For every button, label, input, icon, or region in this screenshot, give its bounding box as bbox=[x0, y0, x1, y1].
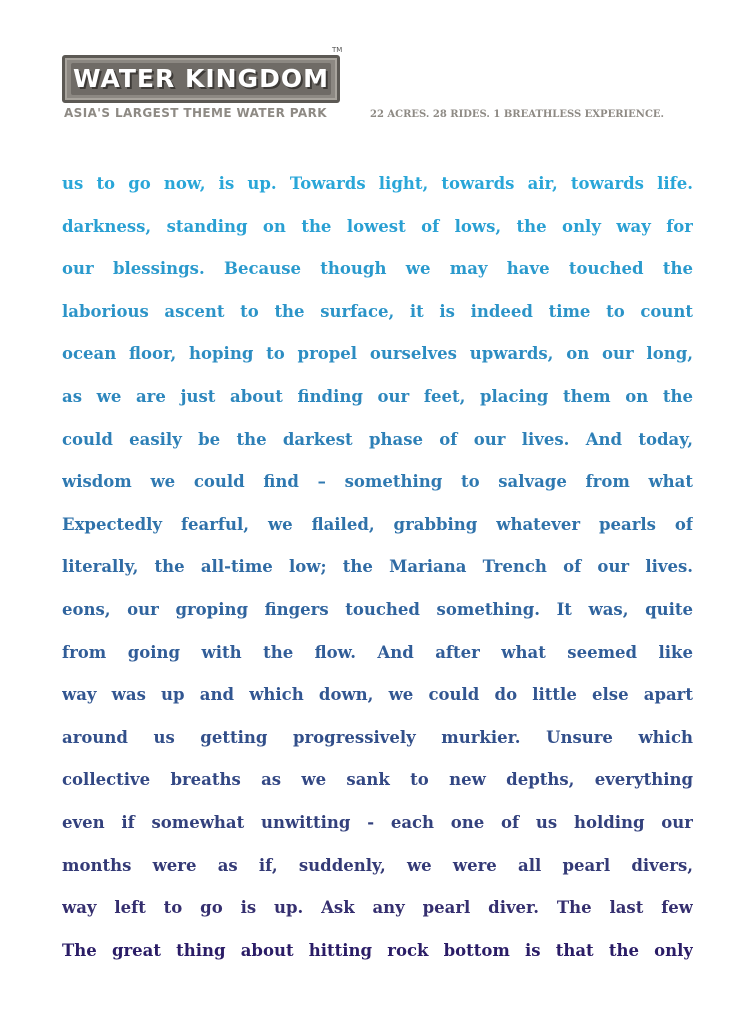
body-text-line: as we are just about finding our feet, placing them on the bbox=[62, 386, 693, 406]
body-text-line: ocean floor, hoping to propel ourselves upwards, on our long, bbox=[62, 344, 693, 364]
body-text-line: The great thing about hitting rock bottom is that the only bbox=[62, 940, 693, 960]
park-slogan: 22 ACRES. 28 RIDES. 1 BREATHLESS EXPERIENCE. bbox=[370, 109, 665, 120]
water-kingdom-logo bbox=[62, 55, 340, 103]
body-text-line: eons, our groping fingers touched something. It was, quite bbox=[62, 599, 693, 619]
body-text-line: our blessings. Because though we may have touched the bbox=[62, 259, 693, 279]
body-text-line: from going with the flow. And after what seemed like bbox=[62, 642, 693, 662]
body-text-line: Expectedly fearful, we flailed, grabbing whatever pearls of bbox=[62, 514, 693, 534]
body-text-line: literally, the all-time low; the Mariana Trench of our lives. bbox=[62, 557, 693, 577]
logo-text: WATER KINGDOM bbox=[73, 64, 329, 93]
page-header bbox=[0, 0, 755, 140]
body-copy bbox=[62, 168, 693, 977]
body-text-line: months were as if, suddenly, we were all pearl divers, bbox=[62, 855, 693, 875]
body-text-line: collective breaths as we sank to new depths, everything bbox=[62, 770, 693, 790]
logo-tagline: ASIA'S LARGEST THEME WATER PARK bbox=[64, 106, 327, 120]
body-text-line: around us getting progressively murkier. Unsure which bbox=[62, 727, 693, 747]
body-text-line: could easily be the darkest phase of our lives. And today, bbox=[62, 429, 693, 449]
body-text-line: laborious ascent to the surface, it is indeed time to count bbox=[62, 301, 693, 321]
body-text-line: way was up and which down, we could do little else apart bbox=[62, 685, 693, 705]
body-text-line: wisdom we could find – something to salvage from what bbox=[62, 472, 693, 492]
trademark-mark: TM bbox=[332, 46, 343, 54]
body-text-line: even if somewhat unwitting - each one of us holding our bbox=[62, 812, 693, 832]
body-text-line: us to go now, is up. Towards light, towards air, towards life. bbox=[62, 174, 693, 193]
body-text-line: darkness, standing on the lowest of lows, the only way for bbox=[62, 216, 693, 236]
body-text-line: way left to go is up. Ask any pearl diver. The last few bbox=[62, 898, 693, 918]
